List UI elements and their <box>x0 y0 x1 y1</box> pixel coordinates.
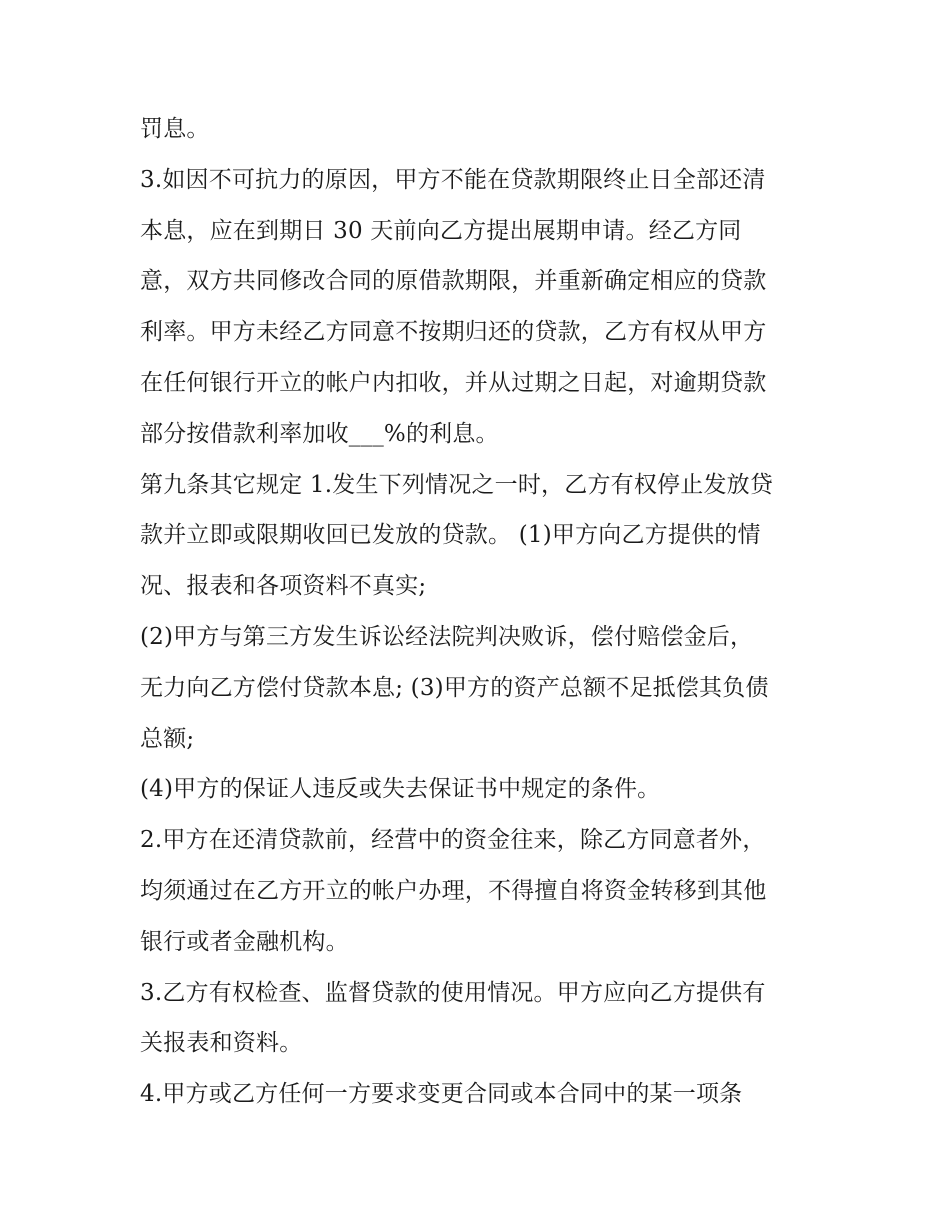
text-line: 3.如因不可抗力的原因，甲方不能在贷款期限终止日全部还清 <box>140 166 766 193</box>
text-line: 罚息。 <box>140 116 210 142</box>
text-line: 总额; <box>140 725 195 752</box>
text-line: 均须通过在乙方开立的帐户办理，不得擅自将资金转移到其他 <box>140 877 767 904</box>
text-line: 本息，应在到期日 30 天前向乙方提出展期申请。经乙方同 <box>140 217 742 244</box>
text-line: 银行或者金融机构。 <box>140 928 349 955</box>
text-line: 款并立即或限期收回已发放的贷款。 (1)甲方向乙方提供的情 <box>140 522 761 549</box>
text-line: 第九条其它规定 1.发生下列情况之一时，乙方有权停止发放贷 <box>140 471 774 498</box>
text-line: 2.甲方在还清贷款前，经营中的资金往来，除乙方同意者外， <box>140 827 766 854</box>
text-line: 3.乙方有权检查、监督贷款的使用情况。甲方应向乙方提供有 <box>140 979 766 1006</box>
document-body <box>140 104 820 1120</box>
text-line: 意，双方共同修改合同的原借款期限，并重新确定相应的贷款 <box>140 268 767 295</box>
text-line: (4)甲方的保证人违反或失去保证书中规定的条件。 <box>140 776 661 803</box>
text-line: 部分按借款利率加收___%的利息。 <box>140 420 499 447</box>
text-line: 在任何银行开立的帐户内扣收，并从过期之日起，对逾期贷款 <box>140 369 767 396</box>
text-line: 况、报表和各项资料不真实; <box>140 573 427 600</box>
text-line: 关报表和资料。 <box>140 1030 303 1057</box>
text-line: 无力向乙方偿付贷款本息; (3)甲方的资产总额不足抵偿其负债 <box>140 674 769 701</box>
text-line: (2)甲方与第三方发生诉讼经法院判决败诉，偿付赔偿金后， <box>140 623 754 650</box>
text-line: 4.甲方或乙方任何一方要求变更合同或本合同中的某一项条 <box>140 1081 743 1108</box>
text-line: 利率。甲方未经乙方同意不按期归还的贷款，乙方有权从甲方 <box>140 319 767 346</box>
